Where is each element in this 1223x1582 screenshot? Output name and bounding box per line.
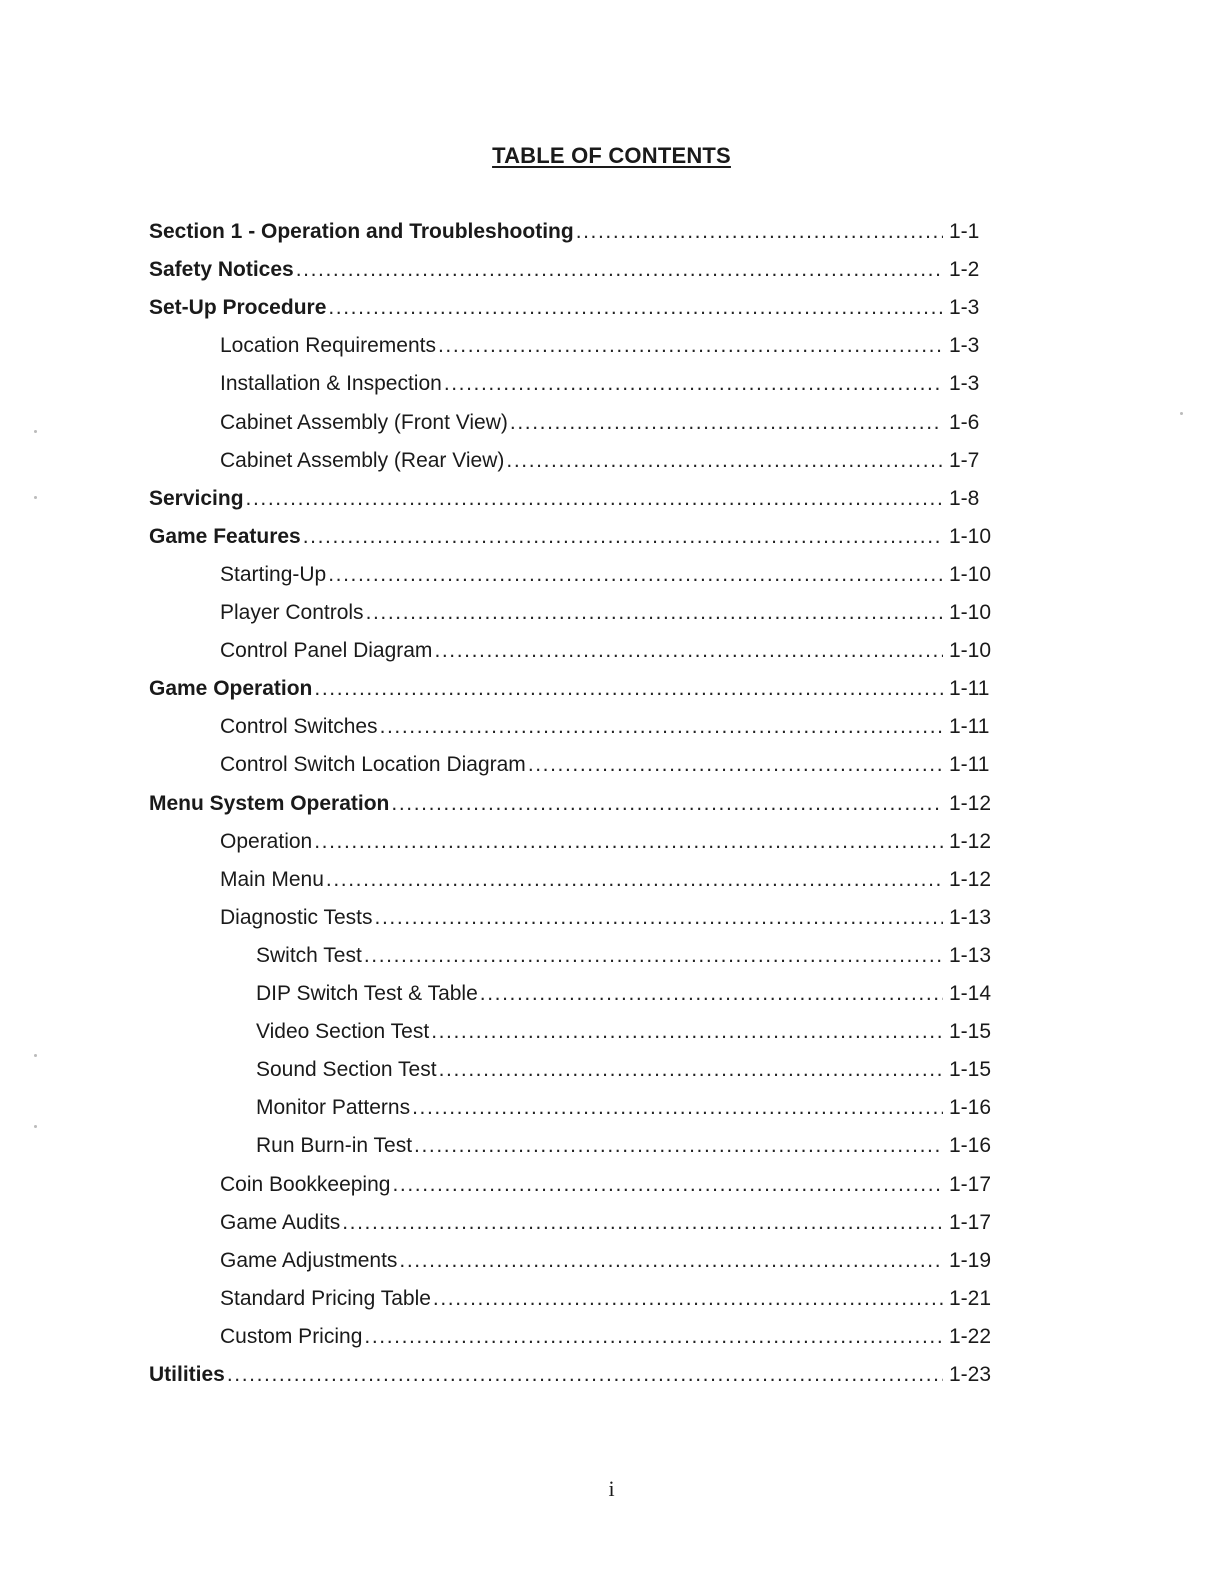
toc-entry-title: Monitor Patterns	[256, 1096, 411, 1120]
toc-entry-page: 1-6	[949, 410, 980, 434]
toc-entry	[256, 1056, 1013, 1084]
dot-leader	[410, 1094, 943, 1122]
toc-entry-title: Game Features	[149, 524, 301, 548]
toc-entry	[220, 904, 1013, 932]
toc-entry-title: Set-Up Procedure	[149, 296, 327, 320]
dot-leader	[397, 1247, 943, 1275]
toc-entry-page: 1-21	[949, 1286, 992, 1310]
toc-entry	[149, 523, 1013, 551]
dot-leader	[378, 713, 943, 741]
dot-leader	[294, 256, 943, 284]
toc-entry-title: Game Operation	[149, 677, 313, 701]
toc-entry	[149, 675, 1013, 703]
toc-entry-page: 1-13	[949, 905, 992, 929]
toc-entry-page: 1-3	[949, 334, 980, 358]
dot-leader	[324, 866, 943, 894]
toc-entry-title: Video Section Test	[256, 1020, 430, 1044]
toc-entry-page: 1-2	[949, 258, 980, 282]
toc-entry	[256, 980, 1013, 1008]
dot-leader	[436, 332, 943, 360]
dot-leader	[431, 1285, 943, 1313]
toc-entry-page: 1-10	[949, 639, 992, 663]
dot-leader	[301, 523, 943, 551]
toc-entry-title: Control Switch Location Diagram	[220, 753, 526, 777]
toc-entry	[220, 332, 1013, 360]
dot-leader	[312, 675, 943, 703]
toc-entry-page: 1-13	[949, 943, 992, 967]
toc-entry	[220, 751, 1013, 779]
toc-entry	[149, 218, 1013, 246]
toc-entry	[256, 942, 1013, 970]
toc-entry-title: DIP Switch Test & Table	[256, 982, 478, 1005]
toc-entry-page: 1-15	[949, 1020, 992, 1044]
toc-entry-title: Diagnostic Tests	[220, 905, 373, 929]
toc-entry-page: 1-15	[949, 1058, 992, 1082]
toc-entry	[256, 1018, 1013, 1046]
toc-entry-title: Safety Notices	[149, 258, 294, 282]
toc-entry-title: Cabinet Assembly (Rear View)	[220, 448, 505, 472]
page-title: TABLE OF CONTENTS	[492, 143, 731, 168]
toc-entry-page: 1-12	[949, 791, 992, 815]
toc-entry	[220, 1247, 1013, 1275]
dot-leader	[442, 370, 943, 398]
dot-leader	[362, 1323, 943, 1351]
toc-entry	[220, 1209, 1013, 1237]
dot-leader	[312, 828, 943, 856]
toc-entry	[149, 1361, 1013, 1389]
toc-entry	[256, 1094, 1013, 1122]
scan-speck	[34, 430, 37, 433]
toc-entry	[220, 599, 1013, 627]
toc-entry-page: 1-17	[949, 1210, 992, 1234]
toc-entry-title: Standard Pricing Table	[220, 1286, 431, 1310]
toc-entry-page: 1-17	[949, 1172, 992, 1196]
toc-entry-title: Operation	[220, 829, 313, 853]
toc-entry-page: 1-1	[949, 220, 980, 243]
toc-entry-title: Coin Bookkeeping	[220, 1172, 391, 1196]
toc-entry-page: 1-11	[949, 753, 990, 777]
toc-entry-page: 1-14	[949, 982, 992, 1005]
toc-entry-page: 1-10	[949, 601, 992, 624]
toc-entry-title: Player Controls	[220, 601, 364, 624]
toc-entry-title: Control Switches	[220, 715, 378, 739]
dot-leader	[504, 447, 943, 475]
toc-entry-title: Custom Pricing	[220, 1324, 363, 1348]
toc-entry	[149, 294, 1013, 322]
dot-leader	[244, 485, 943, 513]
toc-entry	[220, 828, 1013, 856]
dot-leader	[437, 1056, 943, 1084]
toc-entry	[220, 1285, 1013, 1313]
toc-entry	[149, 256, 1013, 284]
toc-entry-title: Installation & Inspection	[220, 372, 442, 396]
toc-entry-page: 1-23	[949, 1363, 992, 1386]
toc-entry-page: 1-16	[949, 1096, 992, 1120]
toc-entry-title: Menu System Operation	[149, 791, 390, 815]
toc-entry-page: 1-16	[949, 1134, 992, 1158]
toc-entry-title: Utilities	[149, 1363, 225, 1386]
toc-entry-page: 1-12	[949, 829, 992, 853]
toc-entry	[220, 1171, 1013, 1199]
dot-leader	[364, 599, 943, 627]
toc-entry-page: 1-8	[949, 486, 980, 510]
dot-leader	[340, 1209, 943, 1237]
toc-entry	[220, 447, 1013, 475]
toc-entry-page: 1-10	[949, 524, 992, 548]
dot-leader	[429, 1018, 943, 1046]
toc-entry-title: Game Audits	[220, 1210, 341, 1234]
toc-entry	[256, 1132, 1013, 1160]
dot-leader	[574, 218, 943, 246]
dot-leader	[526, 751, 943, 779]
toc-entry	[220, 409, 1013, 437]
toc-entry-page: 1-11	[949, 715, 990, 739]
dot-leader	[390, 1171, 943, 1199]
toc-entry-title: Location Requirements	[220, 334, 436, 358]
toc-entry	[220, 1323, 1013, 1351]
dot-leader	[362, 942, 943, 970]
toc-entry-page: 1-11	[949, 677, 990, 701]
toc-entry-title: Servicing	[149, 486, 244, 510]
dot-leader	[389, 790, 943, 818]
toc-entry-page: 1-19	[949, 1248, 992, 1272]
toc-entry	[220, 866, 1013, 894]
toc-entry	[220, 370, 1013, 398]
dot-leader	[412, 1132, 943, 1160]
dot-leader	[373, 904, 943, 932]
toc-entry-page: 1-3	[949, 296, 980, 320]
toc-entry-title: Switch Test	[256, 943, 362, 967]
page-number: i	[608, 1476, 615, 1501]
toc-entry-title: Sound Section Test	[256, 1058, 437, 1082]
toc-entry-title: Starting-Up	[220, 562, 327, 586]
toc-entry	[149, 790, 1013, 818]
toc-entry-title: Cabinet Assembly (Front View)	[220, 410, 508, 434]
toc-entry-page: 1-22	[949, 1324, 992, 1348]
toc-entry-title: Control Panel Diagram	[220, 639, 433, 663]
toc-entry	[220, 637, 1013, 665]
toc-entry	[149, 485, 1013, 513]
scan-speck	[34, 1125, 37, 1128]
scan-speck	[1180, 412, 1183, 415]
toc-entry-title: Section 1 - Operation and Troubleshooting	[149, 220, 574, 243]
dot-leader	[432, 637, 943, 665]
toc-entry-title: Main Menu	[220, 867, 324, 891]
toc-entry	[220, 713, 1013, 741]
toc-entry-title: Run Burn-in Test	[256, 1134, 413, 1158]
toc-entry-title: Game Adjustments	[220, 1248, 398, 1272]
toc-entry-page: 1-3	[949, 372, 980, 396]
scan-speck	[34, 496, 37, 499]
toc-entry-page: 1-12	[949, 867, 992, 891]
toc-entry	[220, 561, 1013, 589]
toc-entry-page: 1-10	[949, 562, 992, 586]
dot-leader	[326, 561, 943, 589]
dot-leader	[326, 294, 943, 322]
scan-speck	[34, 1054, 37, 1057]
toc-entry-page: 1-7	[949, 448, 980, 472]
dot-leader	[478, 980, 943, 1008]
dot-leader	[225, 1361, 943, 1389]
dot-leader	[508, 409, 943, 437]
